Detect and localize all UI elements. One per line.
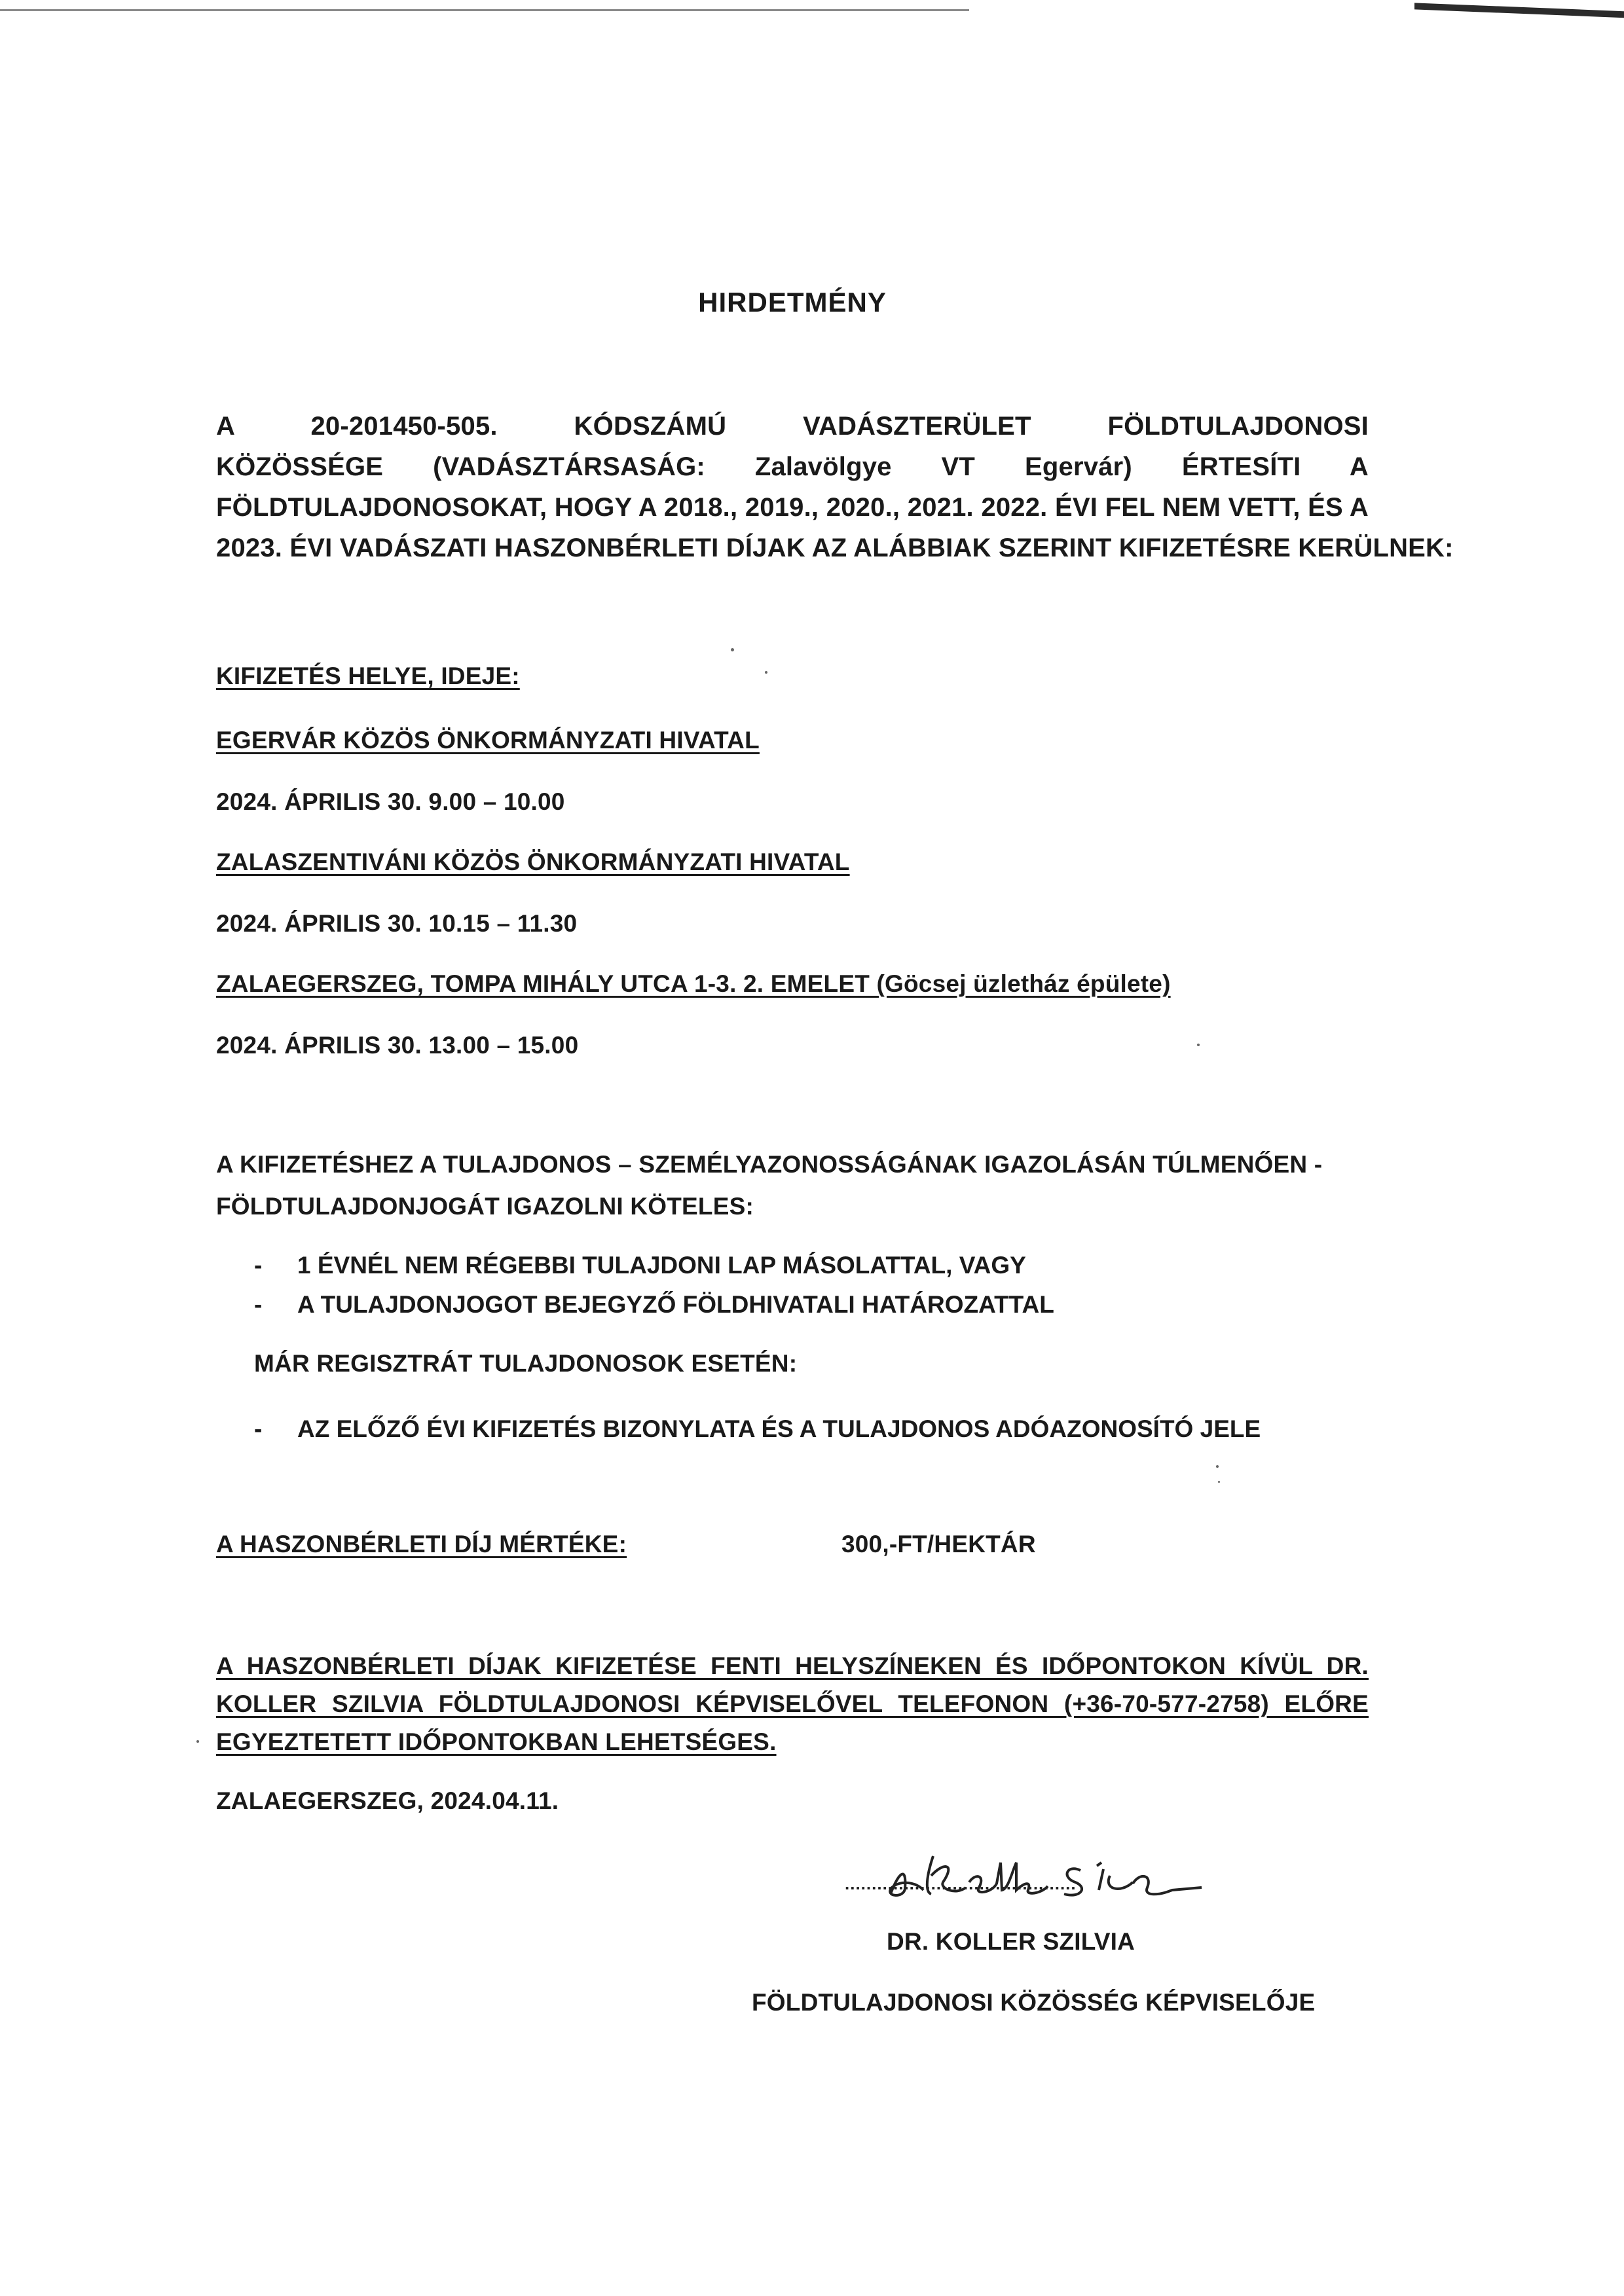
scan-speck [1197, 1044, 1200, 1046]
scan-speck [765, 671, 767, 674]
location-time: 2024. ÁPRILIS 30. 13.00 – 15.00 [216, 1032, 579, 1059]
registered-item-text: AZ ELŐZŐ ÉVI KIFIZETÉS BIZONYLATA ÉS A TULAJDONOS ADÓAZONOSÍTÓ JELE [297, 1415, 1261, 1442]
intro-line: KÖZÖSSÉGE (VADÁSZTÁRSASÁG: Zalavölgye VT Egervár) ÉRTESÍTI A [216, 452, 1369, 481]
scan-speck [1218, 1481, 1220, 1483]
fee-value: 300,-FT/HEKTÁR [841, 1531, 1036, 1558]
location-time: 2024. ÁPRILIS 30. 10.15 – 11.30 [216, 910, 578, 937]
intro-line: 2023. ÉVI VADÁSZATI HASZONBÉRLETI DÍJAK AZ ALÁBBIAK SZERINT KIFIZETÉSRE KERÜLNEK: [216, 534, 1454, 562]
scan-top-edge [0, 9, 969, 11]
signatory-name: DR. KOLLER SZILVIA [887, 1928, 1135, 1955]
scan-corner-shadow [1414, 0, 1624, 39]
requirement-item-text: A TULAJDONJOGOT BEJEGYZŐ FÖLDHIVATALI HATÁROZATTAL [297, 1291, 1054, 1318]
intro-line: A 20-201450-505. KÓDSZÁMÚ VADÁSZTERÜLET FÖLDTULAJDONOSI [216, 412, 1369, 441]
notice-line: A HASZONBÉRLETI DÍJAK KIFIZETÉSE FENTI HELYSZÍNEKEN ÉS IDŐPONTOKON KÍVÜL DR. [216, 1652, 1369, 1679]
intro-line: FÖLDTULAJDONOSOKAT, HOGY A 2018., 2019., 2020., 2021. 2022. ÉVI FEL NEM VETT, ÉS A [216, 493, 1369, 522]
notice-line: KOLLER SZILVIA FÖLDTULAJDONOSI KÉPVISELŐVEL TELEFONON (+36-70-577-2758) ELŐRE [216, 1690, 1369, 1717]
scan-speck [731, 648, 734, 651]
notice-line: EGYEZTETETT IDŐPONTOKBAN LEHETSÉGES. [216, 1728, 777, 1755]
place-date: ZALAEGERSZEG, 2024.04.11. [216, 1787, 559, 1814]
signature-dotted-line: ........................................... [845, 1874, 1077, 1893]
registered-list-item: - AZ ELŐZŐ ÉVI KIFIZETÉS BIZONYLATA ÉS A TULAJDONOS ADÓAZONOSÍTÓ JELE [254, 1415, 1261, 1442]
payment-heading: KIFIZETÉS HELYE, IDEJE: [216, 663, 520, 689]
requirement-text: FÖLDTULAJDONJOGÁT IGAZOLNI KÖTELES: [216, 1193, 754, 1220]
location-time: 2024. ÁPRILIS 30. 9.00 – 10.00 [216, 788, 565, 815]
scan-speck [196, 1740, 199, 1743]
requirement-text: A KIFIZETÉSHEZ A TULAJDONOS – SZEMÉLYAZONOSSÁGÁNAK IGAZOLÁSÁN TÚLMENŐEN - [216, 1151, 1323, 1178]
intro-paragraph [216, 406, 1454, 568]
notice-paragraph [216, 1647, 1369, 1761]
requirement-item-text: 1 ÉVNÉL NEM RÉGEBBI TULAJDONI LAP MÁSOLATTAL, VAGY [297, 1252, 1026, 1279]
fee-label: A HASZONBÉRLETI DÍJ MÉRTÉKE: [216, 1531, 627, 1558]
requirement-list-item: - 1 ÉVNÉL NEM RÉGEBBI TULAJDONI LAP MÁSOLATTAL, VAGY [254, 1252, 1026, 1279]
handwritten-signature [845, 1836, 1211, 1908]
scan-speck [1216, 1465, 1219, 1468]
registered-heading: MÁR REGISZTRÁT TULAJDONOSOK ESETÉN: [254, 1350, 798, 1377]
requirement-list-item: - A TULAJDONJOGOT BEJEGYZŐ FÖLDHIVATALI HATÁROZATTAL [254, 1291, 1054, 1318]
location-place: ZALAEGERSZEG, TOMPA MIHÁLY UTCA 1-3. 2. EMELET (Göcsej üzletház épülete) [216, 970, 1171, 997]
document-title: HIRDETMÉNY [698, 287, 887, 318]
location-place: ZALASZENTIVÁNI KÖZÖS ÖNKORMÁNYZATI HIVATAL [216, 848, 850, 875]
location-place: EGERVÁR KÖZÖS ÖNKORMÁNYZATI HIVATAL [216, 727, 760, 754]
signatory-role: FÖLDTULAJDONOSI KÖZÖSSÉG KÉPVISELŐJE [752, 1989, 1316, 2016]
